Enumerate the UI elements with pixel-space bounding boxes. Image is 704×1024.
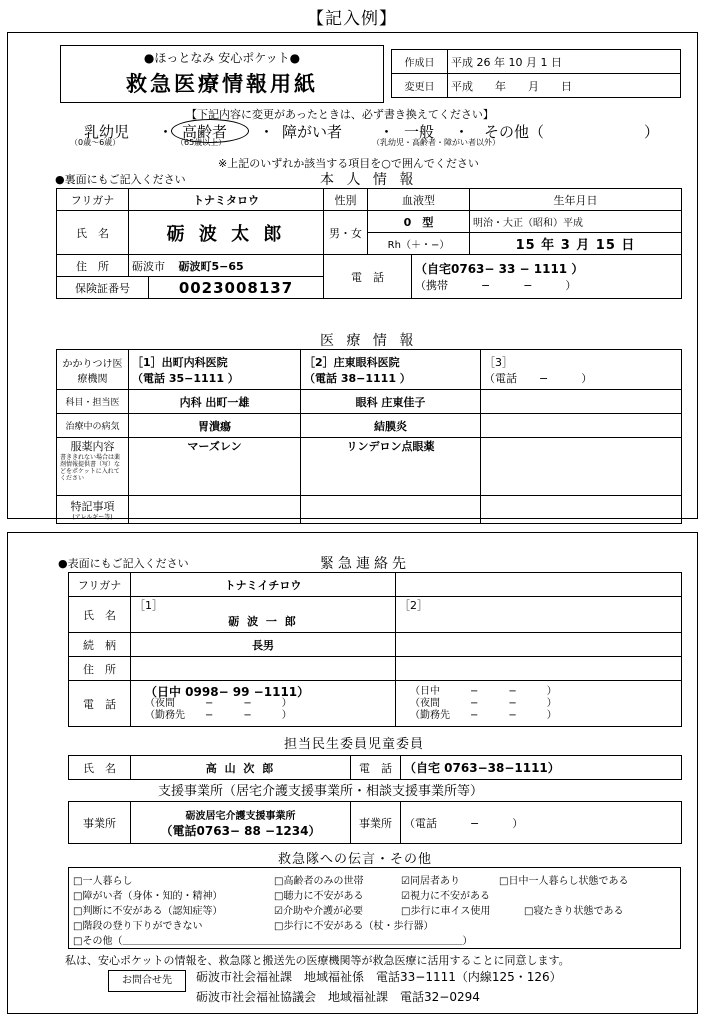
ec-relation-label: 続 柄 <box>69 633 131 657</box>
ec-tel-night-1: （夜間 − − ） <box>145 697 292 709</box>
medical-info-card <box>7 32 698 519</box>
medical-info-table <box>56 349 682 524</box>
medication-2: リンデロン点眼薬 <box>301 438 481 496</box>
ec-name-label: 氏 名 <box>69 597 131 633</box>
message-box <box>68 867 681 949</box>
clinic-2 <box>301 350 481 390</box>
ec-phone-label: 電 話 <box>69 681 131 727</box>
office-label: 事業所 <box>69 802 131 844</box>
category-infant-sub: （0歳〜6歳） <box>70 138 121 147</box>
category-sep: ・ <box>454 123 470 141</box>
name-label: 氏 名 <box>57 211 129 255</box>
disease-label: 治療中の病気 <box>57 414 129 438</box>
clinic-3-tel: （電話 − ） <box>484 371 593 385</box>
category-elderly: 高齢者 <box>182 123 228 141</box>
category-general-sub: （乳幼児・高齢者・障がい者以外） <box>372 138 500 147</box>
clinic-1-name: ［1］出町内科医院 <box>132 355 228 369</box>
address-value <box>129 255 324 277</box>
back-note: ●裏面にもご記入ください <box>55 173 186 186</box>
insurance-value: 0023008137 <box>149 277 324 299</box>
phone-mobile: （携帯 − − ） <box>415 279 577 292</box>
special-1 <box>129 496 301 524</box>
changed-date-value: 平成 年 月 日 <box>448 74 681 98</box>
personal-heading: 本 人 情 報 <box>320 172 418 188</box>
category-sep: ・ <box>259 123 275 141</box>
disease-2: 結膜炎 <box>301 414 481 438</box>
clinic-2-tel: （電話 38−1111 ） <box>304 371 411 385</box>
category-infant: 乳幼児 <box>84 123 130 141</box>
insurance-label: 保険証番号 <box>57 277 149 299</box>
medication-1: マーズレン <box>129 438 301 496</box>
blood-rh: Rh（＋・−） <box>368 233 470 255</box>
ec-tel-day-2: （日中 − − ） <box>410 685 557 697</box>
personal-info-table <box>56 188 682 299</box>
emergency-contact-table <box>68 572 682 727</box>
front-note: ●表面にもご記入ください <box>58 557 189 570</box>
form-title-box <box>60 45 384 103</box>
category-other-close: ） <box>644 123 660 141</box>
created-date-value: 平成 26 年 10 月 1 日 <box>448 50 681 74</box>
medication-3 <box>481 438 682 496</box>
category-sep: ・ <box>379 123 395 141</box>
clinic-label: かかりつけ医療機関 <box>57 350 129 390</box>
address-street: 砺波町5−65 <box>178 259 244 273</box>
ec-name-1-cell <box>131 597 396 633</box>
welfare-commissioner-table <box>68 755 682 780</box>
msg-item: □聴力に不安がある <box>274 891 364 902</box>
ec-slot-1: ［1］ <box>134 599 163 612</box>
phone-home: （自宅0763− 33 − 1111 ） <box>415 262 584 276</box>
birth-era: 明治・大正（昭和）平成 <box>470 211 682 233</box>
contact-1: 砺波市社会福祉課 地域福祉係 電話33−1111（内線125・126） <box>196 970 562 984</box>
ec-address-1 <box>131 657 396 681</box>
blood-label: 血液型 <box>368 189 470 211</box>
welfare-heading: 担当民生委員児童委員 <box>284 737 425 752</box>
ec-address-2 <box>396 657 682 681</box>
msg-item: □日中一人暮らし状態である <box>499 876 629 887</box>
birth-date: 15 年 3 月 15 日 <box>470 233 682 255</box>
ec-name-2-cell <box>396 597 682 633</box>
date-table <box>391 49 681 98</box>
doctor-1: 内科 出町一雄 <box>129 390 301 414</box>
ec-furigana-label: フリガナ <box>69 573 131 597</box>
welfare-tel-label: 電 話 <box>351 756 401 780</box>
ec-address-label: 住 所 <box>69 657 131 681</box>
msg-item: □判断に不安がある（認知症等） <box>73 906 223 917</box>
furigana-value: トナミタロウ <box>129 189 324 211</box>
ec-slot-2: ［2］ <box>399 599 428 612</box>
msg-item: □寝たきり状態である <box>524 906 624 917</box>
disease-1: 胃潰瘍 <box>129 414 301 438</box>
category-general: 一般 <box>404 123 435 141</box>
consent-text: 私は、安心ポケットの情報を、救急隊と搬送先の医療機関等が救急医療に活用することに同意します。 <box>65 954 570 967</box>
special-2 <box>301 496 481 524</box>
clinic-3-name: ［3］ <box>484 355 513 369</box>
blood-abo: 0 型 <box>368 211 470 233</box>
category-instruction: ※上記のいずれか該当する項目を○で囲んでください <box>218 157 479 170</box>
ec-relation-1: 長男 <box>131 633 396 657</box>
ec-tel-work-1: （勤務先 − − ） <box>145 709 292 721</box>
welfare-name: 高 山 次 郎 <box>131 756 351 780</box>
category-sep: ・ <box>158 123 174 141</box>
emergency-heading: 緊急連絡先 <box>320 556 410 572</box>
ec-relation-2 <box>396 633 682 657</box>
ec-phone-2 <box>396 681 682 727</box>
msg-item: □その他（＿＿＿＿＿＿＿＿＿＿＿＿＿＿＿＿＿＿＿＿＿＿＿＿＿＿＿＿＿＿＿＿＿＿） <box>73 936 473 947</box>
special-label-cell <box>57 496 129 524</box>
special-note: (アレルギー等) <box>72 514 113 521</box>
office-heading: 支援事業所（居宅介護支援事業所・相談支援事業所等） <box>158 784 484 799</box>
clinic-2-name: ［2］庄東眼科医院 <box>304 355 400 369</box>
msg-item: □障がい者（身体・知的・精神） <box>73 891 223 902</box>
special-3 <box>481 496 682 524</box>
doctor-3 <box>481 390 682 414</box>
sex-label: 性別 <box>324 189 368 211</box>
page-title: 【記入例】 <box>307 9 397 29</box>
change-note: 【下記内容に変更があったときは、必ず書き換えてください】 <box>186 108 494 121</box>
welfare-name-label: 氏 名 <box>69 756 131 780</box>
changed-date-label: 変更日 <box>392 74 448 98</box>
category-other: その他（ <box>484 123 545 141</box>
medication-note: 書ききれない場合は薬剤情報提供書（写）などをポケットに入れてください <box>60 454 121 482</box>
clinic-1-tel: （電話 35−1111 ） <box>132 371 239 385</box>
welfare-tel: （自宅 0763−38−1111） <box>401 756 682 780</box>
furigana-label: フリガナ <box>57 189 129 211</box>
contact-2: 砺波市社会福祉協議会 地域福祉課 電話32−0294 <box>196 990 480 1004</box>
ec-furigana-1: トナミイチロウ <box>131 573 396 597</box>
office-1 <box>131 802 351 844</box>
doctor-label: 科目・担当医 <box>57 390 129 414</box>
phone-values <box>412 255 682 299</box>
ec-tel-day-1: （日中 0998− 99 −1111） <box>145 684 310 699</box>
address-city: 砺波市 <box>132 259 165 273</box>
medication-label-cell <box>57 438 129 496</box>
ec-name-1: 砺 波 一 郎 <box>228 615 298 628</box>
message-heading: 救急隊への伝言・その他 <box>278 852 433 867</box>
phone-label: 電 話 <box>324 255 412 299</box>
created-date-label: 作成日 <box>392 50 448 74</box>
sex-value: 男・女 <box>324 211 368 255</box>
clinic-1 <box>129 350 301 390</box>
medical-heading: 医 療 情 報 <box>320 333 418 349</box>
contact-label: お問合せ先 <box>108 970 186 992</box>
name-value: 砺 波 太 郎 <box>129 211 324 255</box>
msg-item: □歩行に不安がある（杖・歩行器） <box>274 921 434 932</box>
disease-3 <box>481 414 682 438</box>
msg-item: □一人暮らし <box>73 876 133 887</box>
birth-label: 生年月日 <box>470 189 682 211</box>
msg-item: ☑視力に不安がある <box>401 891 490 902</box>
msg-item: ☑介助や介護が必要 <box>274 906 363 917</box>
office-1-name: 砺波居宅介護支援事業所 <box>185 810 296 822</box>
form-title: 救急医療情報用紙 <box>126 72 318 96</box>
medication-label: 服薬内容 <box>70 440 115 453</box>
office-1-tel: （電話0763− 88 −1234） <box>160 823 321 838</box>
ec-tel-work-2: （勤務先 − − ） <box>410 709 557 721</box>
doctor-2: 眼科 庄東佳子 <box>301 390 481 414</box>
msg-item: □高齢者のみの世帯 <box>274 876 364 887</box>
emergency-contact-card <box>7 532 698 1014</box>
msg-item: □歩行に車イス使用 <box>401 906 491 917</box>
clinic-3 <box>481 350 682 390</box>
address-label: 住 所 <box>57 255 129 277</box>
msg-item: □階段の登り下りができない <box>73 921 203 932</box>
msg-item: ☑同居者あり <box>401 876 460 887</box>
category-elderly-sub: （65歳以上） <box>176 138 227 147</box>
category-disabled: 障がい者 <box>282 123 343 141</box>
office-2-tel: （電話 − ） <box>401 802 682 844</box>
ec-tel-night-2: （夜間 − − ） <box>410 697 557 709</box>
support-office-table <box>68 801 682 844</box>
ec-furigana-2 <box>396 573 682 597</box>
office-2-label: 事業所 <box>351 802 401 844</box>
special-label: 特記事項 <box>70 500 115 513</box>
form-subtitle: ●ほっとなみ 安心ポケット● <box>143 51 301 65</box>
ec-phone-1 <box>131 681 396 727</box>
